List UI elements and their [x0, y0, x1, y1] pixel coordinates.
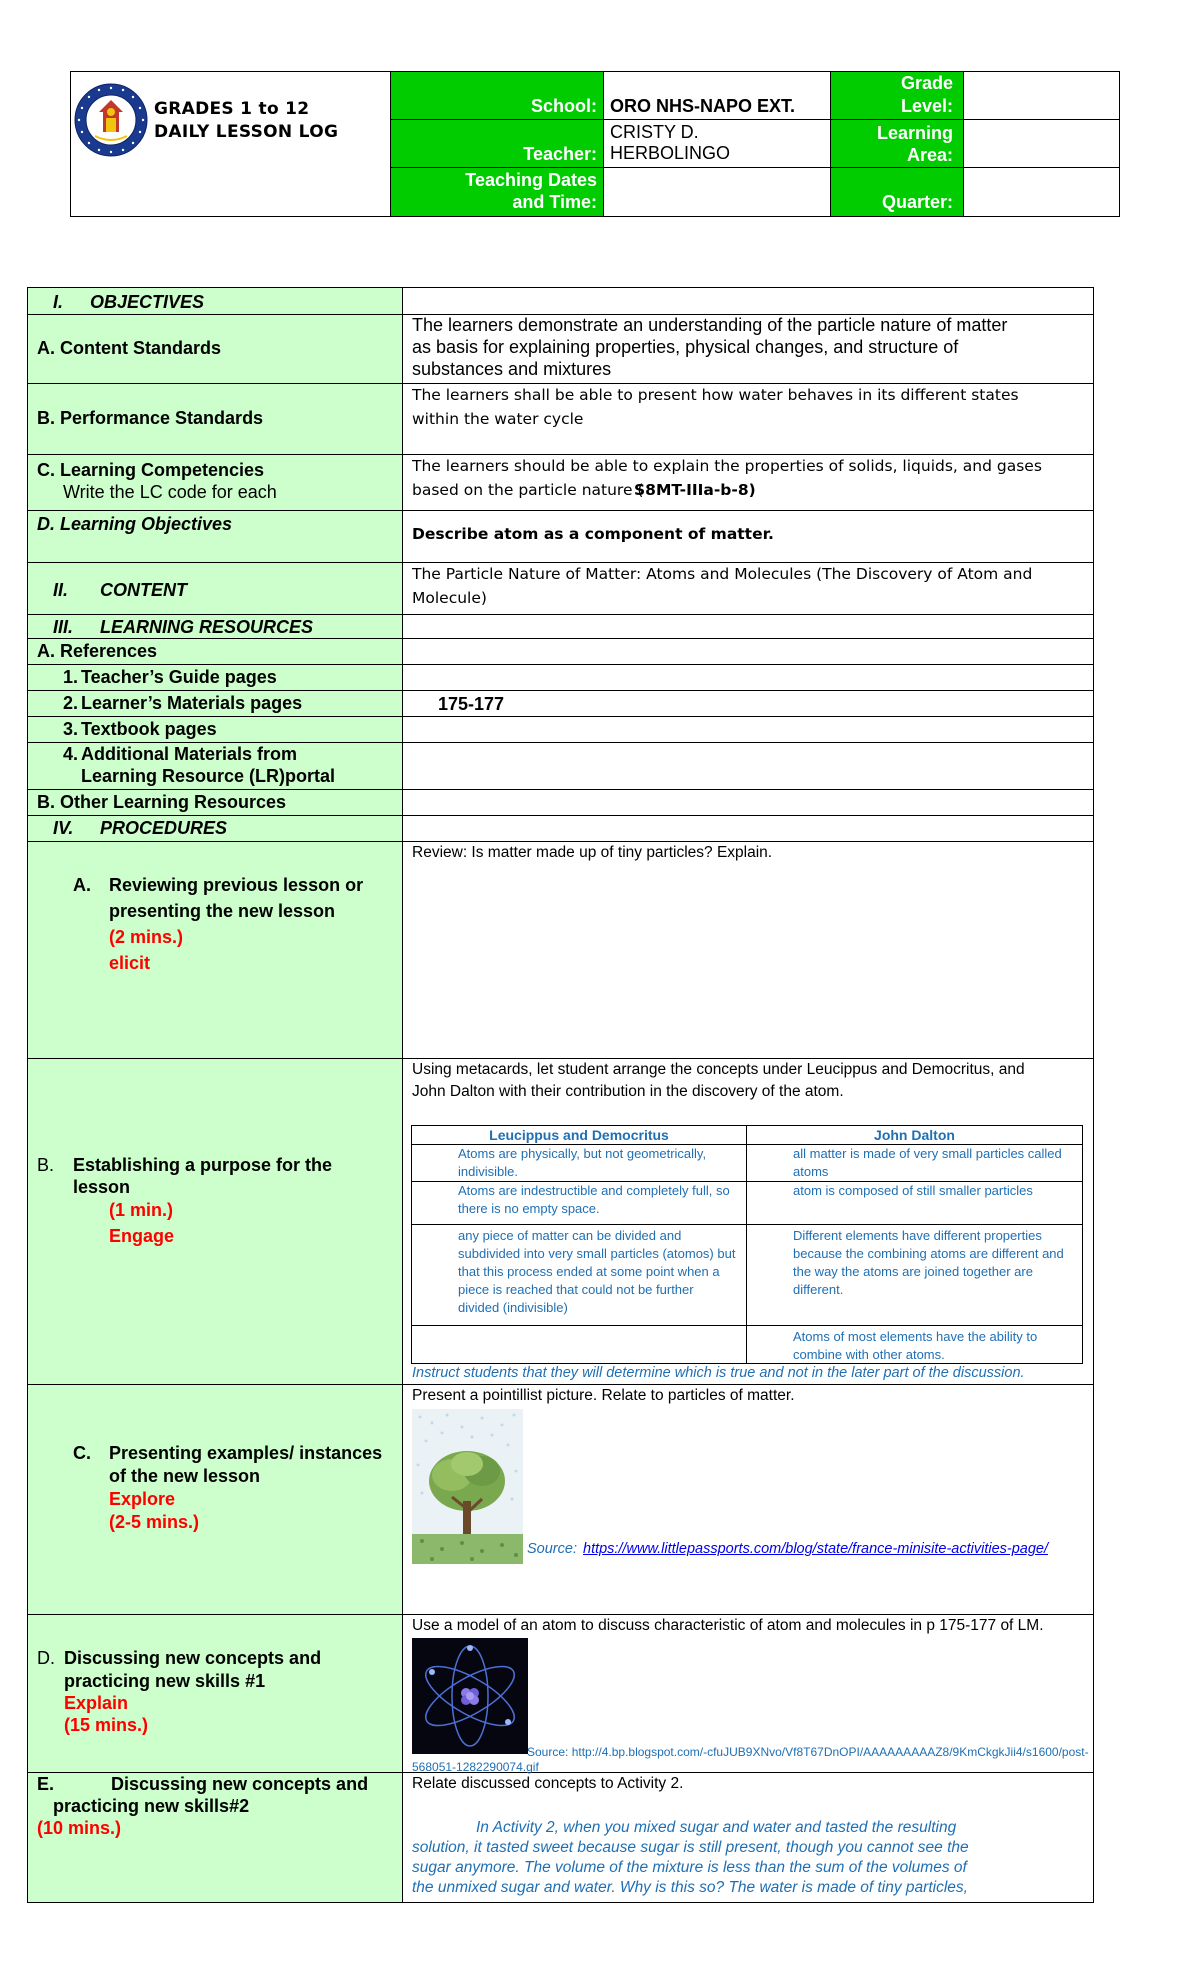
learning-objectives-value: Describe atom as a component of matter.: [412, 525, 774, 543]
references-label-cell: [28, 639, 403, 664]
comparison-row: [412, 1326, 1082, 1363]
procedure-d-value-cell: [403, 1615, 1093, 1772]
procedure-c-letter: C.: [73, 1443, 91, 1463]
procedure-c-phase: Explore: [109, 1489, 176, 1509]
procedure-d-phase: Explain: [64, 1693, 129, 1713]
log-title-line1: GRADES 1 to 12: [154, 99, 310, 119]
dates-label-line1: Teaching Dates: [465, 170, 597, 190]
content-label: CONTENT: [100, 580, 187, 600]
content-standards-line3: substances and mixtures: [412, 359, 612, 379]
comparison-row: [412, 1225, 1082, 1326]
dates-value-cell: [604, 168, 831, 216]
grade-label-line2: Level:: [900, 96, 953, 116]
comparison-cell-left-empty: [412, 1326, 747, 1363]
cmp-r3-left-l4: piece is reached that could not be further: [458, 1282, 694, 1297]
header-table: [70, 71, 1120, 217]
comparison-cell-right: [747, 1182, 1082, 1224]
procedure-e-text: Relate discussed concepts to Activity 2.: [412, 1775, 684, 1792]
dates-label-line2: and Time:: [512, 192, 597, 212]
procedure-c-row: [28, 1385, 1093, 1615]
procedure-d-title2: practicing new skills #1: [64, 1671, 266, 1691]
procedure-c-source-link[interactable]: https://www.littlepassports.com/blog/state/france-minisite-activities-page/: [583, 1541, 1048, 1557]
cmp-r3-right-l4: different.: [793, 1282, 844, 1297]
competencies-label-cell: [28, 455, 403, 510]
log-title-line2: DAILY LESSON LOG: [154, 122, 339, 142]
procedures-label: PROCEDURES: [100, 818, 228, 838]
cmp-r3-left-l2: subdivided into very small particles (atomos) but: [458, 1246, 736, 1261]
cmp-r4-right-l2: combine with other atoms.: [793, 1347, 945, 1362]
school-label-cell: [391, 72, 604, 120]
references-row: [28, 639, 1093, 665]
other-resources-row: [28, 790, 1093, 816]
content-standards-line1: The learners demonstrate an understanding of the particle nature of matter: [412, 315, 1008, 335]
additional-materials-row: [28, 743, 1093, 790]
cmp-r2-left-l1: Atoms are indestructible and completely full, so: [458, 1183, 730, 1198]
procedure-c-title1: Presenting examples/ instances: [109, 1443, 383, 1463]
procedure-e-title2: practicing new skills#2: [53, 1796, 250, 1816]
performance-label-cell: [28, 384, 403, 454]
scientists-comparison-table: [411, 1125, 1083, 1364]
procedure-c-text: Present a pointillist picture. Relate to particles of matter.: [412, 1387, 795, 1404]
resources-heading-cell: [28, 615, 403, 638]
resources-label: LEARNING RESOURCES: [100, 617, 314, 637]
procedure-a-value-cell: [403, 842, 1093, 1058]
references-value: [403, 639, 1093, 664]
procedure-b-instruction: Instruct students that they will determine which is true and not in the later part of the discussion.: [412, 1365, 1025, 1381]
area-value-cell: [964, 120, 1120, 168]
learning-objectives-label: D. Learning Objectives: [37, 514, 233, 534]
procedure-e-para-line2: solution, it tasted sweet because sugar is still present, though you cannot see the: [412, 1839, 969, 1856]
cmp-r3-right-l3: the way the atoms are joined together are: [793, 1264, 1033, 1279]
comparison-cell-right: [747, 1145, 1082, 1181]
competencies-line1: The learners should be able to explain the properties of solids, liquids, and gases: [412, 457, 1042, 475]
additional-materials-label2: Learning Resource (LR)portal: [81, 766, 336, 786]
teacher-value-cell: [604, 120, 831, 168]
quarter-label: Quarter:: [881, 192, 953, 212]
procedure-b-title2: lesson: [73, 1177, 131, 1197]
content-standards-label: A. Content Standards: [37, 338, 222, 358]
procedure-e-row: [28, 1773, 1093, 1902]
procedure-e-time: (10 mins.): [37, 1818, 122, 1838]
comparison-cell-right: [747, 1225, 1082, 1325]
comparison-cell-left: [412, 1145, 747, 1181]
procedure-e-para-line3: sugar anymore. The volume of the mixture is less than the sum of the volumes of: [412, 1859, 967, 1876]
additional-materials-label-cell: [28, 743, 403, 789]
textbook-label: Textbook pages: [81, 719, 217, 739]
procedures-heading-value: [403, 816, 1093, 841]
school-label: School:: [531, 96, 597, 116]
comparison-cell-left: [412, 1182, 747, 1224]
procedure-b-value-cell: [403, 1059, 1093, 1384]
competencies-sublabel: Write the LC code for each: [63, 482, 277, 502]
procedure-d-text: Use a model of an atom to discuss characteristic of atom and molecules in p 175-177 of LM.: [412, 1617, 1044, 1634]
procedure-e-para-line4: the unmixed sugar and water. Why is this so? The water is made of tiny particles,: [412, 1879, 968, 1896]
cmp-r3-left-l3: that this process ended at some point when a: [458, 1264, 720, 1279]
procedure-e-value-cell: [403, 1773, 1093, 1902]
procedure-e-letter: E.: [37, 1774, 55, 1794]
competencies-line2: based on the particle nature (: [412, 481, 644, 499]
procedure-d-source-line2: 568051-1282290074.gif: [412, 1760, 539, 1774]
teacher-label-cell: [391, 120, 604, 168]
cmp-r1-right-l1: all matter is made of very small particles called: [793, 1146, 1062, 1161]
procedure-d-time: (15 mins.): [64, 1715, 149, 1735]
performance-standards-row: [28, 384, 1093, 455]
procedure-c-title2: of the new lesson: [109, 1466, 261, 1486]
procedure-a-row: [28, 842, 1093, 1059]
procedure-b-time: (1 min.): [109, 1200, 174, 1220]
area-label-line2: Area:: [906, 145, 953, 165]
pointillist-tree-image: [412, 1409, 523, 1564]
content-label-cell: [28, 563, 403, 614]
other-resources-label-cell: [28, 790, 403, 815]
area-label-line1: Learning: [876, 123, 953, 143]
teacher-label: Teacher:: [523, 144, 597, 164]
content-value-line1: The Particle Nature of Matter: Atoms and Molecules (The Discovery of Atom and: [412, 565, 1033, 583]
comparison-row: [412, 1145, 1082, 1182]
learners-materials-label-cell: [28, 691, 403, 716]
procedure-e-label-cell: [28, 1773, 403, 1902]
objectives-heading-row: [28, 288, 1093, 315]
procedure-d-label-cell: [28, 1615, 403, 1772]
learners-materials-num: 2.: [63, 693, 79, 713]
procedure-d-source-line1: Source: http://4.bp.blogspot.com/-cfuJUB9XNvo/Vf8T67DnOPI/AAAAAAAAAZ8/9KmCkgkJii4/s1600/post-: [527, 1745, 1089, 1759]
deped-seal-logo: [73, 82, 149, 158]
content-standards-row: [28, 315, 1093, 384]
cmp-r1-right-l2: atoms: [793, 1164, 829, 1179]
textbook-row: [28, 717, 1093, 743]
learning-objectives-value-cell: [403, 511, 1093, 562]
procedure-b-title1: Establishing a purpose for the: [73, 1155, 333, 1175]
performance-line2: within the water cycle: [412, 410, 584, 428]
procedures-heading-row: [28, 816, 1093, 842]
references-label: A. References: [37, 641, 158, 661]
procedure-c-source-label: Source:: [527, 1541, 577, 1557]
procedure-b-text2: John Dalton with their contribution in the discovery of the atom.: [412, 1083, 844, 1100]
procedure-b-row: [28, 1059, 1093, 1385]
comparison-row: [412, 1182, 1082, 1225]
performance-label: B. Performance Standards: [37, 408, 264, 428]
procedure-a-phase: elicit: [109, 953, 151, 973]
grade-label-line1: Grade: [900, 73, 953, 93]
resources-heading-row: [28, 615, 1093, 639]
competencies-value-cell: [403, 455, 1093, 510]
learning-objectives-label-cell: [28, 511, 403, 562]
school-value-cell: [604, 72, 831, 120]
cmp-r4-right-l1: Atoms of most elements have the ability to: [793, 1329, 1038, 1344]
area-label-cell: [831, 120, 964, 168]
procedure-c-time: (2-5 mins.): [109, 1512, 200, 1532]
performance-line1: The learners shall be able to present how water behaves in its different states: [412, 386, 1019, 404]
school-value: ORO NHS-NAPO EXT.: [610, 96, 796, 116]
teachers-guide-value: [403, 665, 1093, 690]
performance-value-cell: [403, 384, 1093, 454]
procedure-d-title1: Discussing new concepts and: [64, 1648, 322, 1668]
comparison-header-row: [412, 1126, 1082, 1145]
procedure-c-value-cell: [403, 1385, 1093, 1614]
procedure-a-title1: Reviewing previous lesson or: [109, 875, 364, 895]
additional-materials-num: 4.: [63, 744, 79, 764]
procedure-a-title2: presenting the new lesson: [109, 901, 336, 921]
objectives-heading-num: I.: [53, 292, 64, 312]
content-value-line2: Molecule): [412, 589, 487, 607]
objectives-heading-cell: [28, 288, 403, 314]
john-dalton-header: John Dalton: [874, 1127, 955, 1143]
teachers-guide-num: 1.: [63, 667, 79, 687]
procedure-b-text1: Using metacards, let student arrange the concepts under Leucippus and Democritus, and: [412, 1061, 1025, 1078]
objectives-heading-value: [403, 288, 1093, 314]
procedure-a-time: (2 mins.): [109, 927, 184, 947]
grade-value-cell: [964, 72, 1120, 120]
other-resources-label: B. Other Learning Resources: [37, 792, 287, 812]
teachers-guide-label: Teacher’s Guide pages: [81, 667, 277, 687]
learners-materials-row: [28, 691, 1093, 717]
competencies-code: S8MT-IIIa-b-8): [634, 481, 756, 499]
procedure-a-letter: A.: [73, 875, 91, 895]
learning-objectives-row: [28, 511, 1093, 563]
competencies-row: [28, 455, 1093, 511]
content-standards-line2: as basis for explaining properties, physical changes, and structure of: [412, 337, 959, 357]
procedure-b-letter: B.: [37, 1155, 55, 1175]
learners-materials-value: 175-177: [438, 694, 505, 714]
cmp-r1-left-l1: Atoms are physically, but not geometrically,: [458, 1146, 707, 1161]
quarter-value-cell: [964, 168, 1120, 216]
content-standards-label-cell: [28, 315, 403, 383]
cmp-r3-right-l2: because the combining atoms are different and: [793, 1246, 1064, 1261]
procedure-a-text: Review: Is matter made up of tiny particles? Explain.: [412, 844, 773, 861]
cmp-r2-left-l2: there is no empty space.: [458, 1201, 600, 1216]
cmp-r1-left-l2: indivisible.: [458, 1164, 518, 1179]
objectives-heading: OBJECTIVES: [90, 292, 205, 312]
additional-materials-label1: Additional Materials from: [81, 744, 298, 764]
procedure-d-row: [28, 1615, 1093, 1773]
other-resources-value: [403, 790, 1093, 815]
learners-materials-value-cell: [403, 691, 1093, 716]
atom-model-image: [412, 1638, 528, 1754]
content-row: [28, 563, 1093, 615]
procedure-e-para-line1: In Activity 2, when you mixed sugar and water and tasted the resulting: [476, 1819, 957, 1836]
cmp-r3-left-l5: divided (indivisible): [458, 1300, 568, 1315]
lesson-table: [27, 287, 1094, 1903]
teachers-guide-label-cell: [28, 665, 403, 690]
cmp-r2-right-l1: atom is composed of still smaller particles: [793, 1183, 1033, 1198]
header-logo-cell: [71, 72, 391, 216]
content-value-cell: [403, 563, 1093, 614]
additional-materials-value: [403, 743, 1093, 789]
dates-label-cell: [391, 168, 604, 216]
content-standards-value-cell: [403, 315, 1093, 383]
cmp-r3-right-l1: Different elements have different properties: [793, 1228, 1042, 1243]
leucippus-democritus-header: Leucippus and Democritus: [412, 1126, 747, 1144]
teacher-value-line2: HERBOLINGO: [610, 143, 731, 163]
competencies-label: C. Learning Competencies: [37, 460, 265, 480]
comparison-cell-left: [412, 1225, 747, 1325]
procedure-b-label-cell: [28, 1059, 403, 1384]
procedure-b-phase: Engage: [109, 1226, 175, 1246]
cmp-r3-left-l1: any piece of matter can be divided and: [458, 1228, 682, 1243]
teacher-value-line1: CRISTY D.: [610, 122, 699, 142]
resources-heading-value: [403, 615, 1093, 638]
textbook-value: [403, 717, 1093, 742]
procedure-a-label-cell: [28, 842, 403, 1058]
quarter-label-cell: [831, 168, 964, 216]
grade-label-cell: [831, 72, 964, 120]
textbook-num: 3.: [63, 719, 79, 739]
comparison-cell-right: [747, 1326, 1082, 1363]
teachers-guide-row: [28, 665, 1093, 691]
content-label-num: II.: [53, 580, 69, 600]
procedure-d-letter: D.: [37, 1648, 55, 1668]
resources-label-num: III.: [53, 617, 74, 637]
procedures-heading-cell: [28, 816, 403, 841]
procedure-e-title1: Discussing new concepts and: [111, 1774, 369, 1794]
textbook-label-cell: [28, 717, 403, 742]
learners-materials-label: Learner’s Materials pages: [81, 693, 303, 713]
procedures-label-num: IV.: [53, 818, 74, 838]
procedure-c-label-cell: [28, 1385, 403, 1614]
